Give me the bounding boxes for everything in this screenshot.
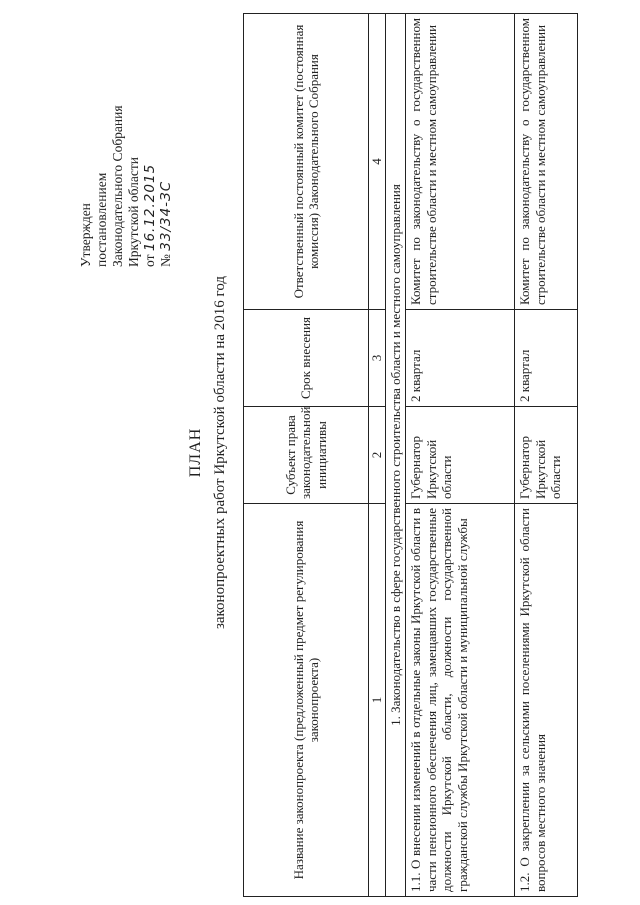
approval-date-prefix: от (142, 254, 157, 267)
approval-line-3: Законодательного Собрания (110, 105, 125, 267)
row-committee: Комитет по законодательству о государственном строительстве области и местном самоуправлении (406, 14, 515, 310)
plan-table (243, 13, 578, 897)
approval-number-value: 33/34-ЗС (158, 180, 174, 251)
table-row (515, 14, 578, 897)
column-number: 1 (369, 504, 386, 897)
approval-number-prefix: № (158, 254, 173, 267)
row-term: 2 квартал (515, 310, 578, 407)
approval-line-4: Иркутской области (126, 156, 141, 267)
row-bill-name: 1.1. О внесении изменений в отдельные законы Иркутской области в части пенсионного обеспечения лиц, замещавших государственные должности Иркутской области, должности государственной гражданской службы Иркутской области и муниципальной службы (406, 504, 515, 897)
approval-line-2: постановлением (94, 172, 109, 267)
approval-date-value: 16.12.2015 (142, 163, 158, 252)
row-term: 2 квартал (406, 310, 515, 407)
row-committee: Комитет по законодательству о государственном строительстве области и местном самоуправлении (515, 14, 578, 310)
header-initiative-subject: Субъект права законодательной инициативы (244, 407, 369, 504)
column-number: 3 (369, 310, 386, 407)
page-subtitle: законопроектных работ Иркутской области на 2016 год (212, 275, 228, 630)
table-header-row (244, 14, 369, 897)
header-bill-name: Название законопроекта (предложенный предмет регулирования законопроекта) (244, 504, 369, 897)
header-term: Срок внесения (244, 310, 369, 407)
section-title: 1. Законодательство в сфере государственного строительства области и местного самоуправления (385, 14, 406, 897)
row-subject: Губернатор Иркутской области (406, 407, 515, 504)
approval-date (142, 105, 158, 267)
table-row (406, 14, 515, 897)
approval-line-1: Утвержден (78, 203, 93, 267)
section-row (385, 14, 406, 897)
row-bill-name: 1.2. О закреплении за сельскими поселениями Иркутской области вопросов местного значения (515, 504, 578, 897)
page-title: ПЛАН (187, 427, 204, 478)
column-number-row (369, 14, 386, 897)
column-number: 4 (369, 14, 386, 310)
header-committee: Ответственный постоянный комитет (постоянная комиссия) Законодательного Собрания (244, 14, 369, 310)
approval-stamp (78, 105, 174, 267)
row-subject: Губернатор Иркутской области (515, 407, 578, 504)
column-number: 2 (369, 407, 386, 504)
approval-number (158, 105, 174, 267)
